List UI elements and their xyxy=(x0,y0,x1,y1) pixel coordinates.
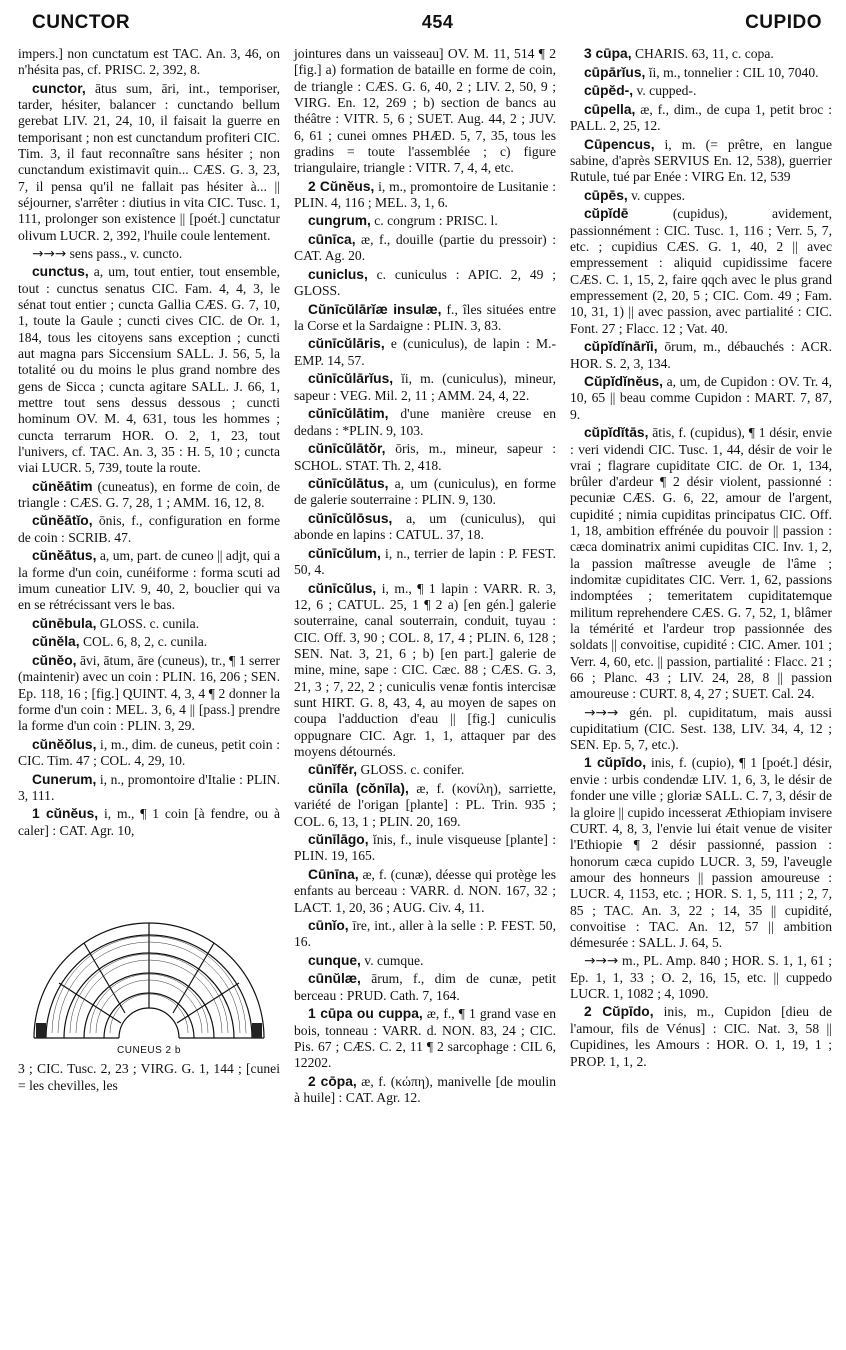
dictionary-entry xyxy=(570,705,832,754)
dictionary-entry xyxy=(294,336,556,369)
entry-headword: cŭnīcŭlōsus, xyxy=(308,510,393,526)
dictionary-entry xyxy=(294,1074,556,1107)
dictionary-entry xyxy=(570,137,832,186)
entry-text: a, um, de Cupidon : OV. Tr. 4, 10, 65 || beau comme Cupidon : MART. 7, 87, 9. xyxy=(570,373,832,422)
entry-text: i, m. (= prêtre, en langue sabine, d'après SERVIUS En. 12, 538), guerrier Rutule, tué par Enée : VIRG En. 12, 539 xyxy=(570,136,832,185)
entry-text: ōrum, m., débauchés : ACR. HOR. S. 2, 3, 134. xyxy=(570,338,832,371)
entry-headword: cŭnīlāgo, xyxy=(308,831,369,847)
dictionary-entry xyxy=(18,806,280,839)
dictionary-entry xyxy=(570,425,832,703)
entry-text: impers.] non cunctatum est TAC. An. 3, 46, on n'hésita pas, cf. PRISC. 2, 392, 8. xyxy=(18,46,280,78)
entry-headword: 1 cūpa ou cuppa, xyxy=(308,1006,423,1022)
entry-headword: cŭnīcŭlātus, xyxy=(308,475,389,491)
dictionary-entry xyxy=(294,546,556,579)
entry-text: ĭi, m. (cuniculus), mineur, sapeur : VEG. Mil. 2, 11 ; AMM. 24, 4, 22. xyxy=(294,371,556,403)
dictionary-entry xyxy=(294,581,556,761)
entry-headword: cŭpĭdē xyxy=(584,206,629,222)
entry-text: m., PL. Amp. 840 ; HOR. S. 1, 1, 61 ; Ep. 1, 1, 33 ; O. 2, 16, 15, etc. || cuppedo LUCR. 1, 1082 ; 4, 1090. xyxy=(570,953,832,1002)
entry-headword: cŭnīcŭlārĭus, xyxy=(308,371,394,387)
dictionary-entry xyxy=(18,1061,280,1094)
column-right xyxy=(570,46,832,1109)
entry-headword: cŭnĕla, xyxy=(32,634,80,650)
dictionary-entry xyxy=(294,781,556,830)
entry-text: i, m., ¶ 1 coin [à fendre, ou à caler] : CAT. Agr. 10, xyxy=(18,806,280,838)
entry-headword: Cūnīna, xyxy=(308,866,359,882)
entry-text: sens pass., v. cuncto. xyxy=(66,245,183,261)
entry-text: æ, f., douille (partie du pressoir) : CAT. Ag. 20. xyxy=(294,231,556,264)
dictionary-entry xyxy=(294,441,556,474)
entry-text: ĭi, m., tonnelier : CIL 10, 7040. xyxy=(645,64,819,80)
entry-headword: cunctor, xyxy=(32,80,86,96)
dictionary-entry xyxy=(18,246,280,262)
entry-text: GLOSS. c. cunila. xyxy=(96,615,200,631)
dictionary-entry xyxy=(18,479,280,512)
header-right-word: CUPIDO xyxy=(745,12,822,33)
entry-headword: cŭnĕo, xyxy=(32,652,77,668)
dictionary-entry xyxy=(294,179,556,212)
entry-headword: cūpārĭus, xyxy=(584,64,646,80)
dictionary-entry xyxy=(294,511,556,544)
entry-text: v. cuppes. xyxy=(627,187,685,203)
entry-text: a, um (cuniculus), qui abonde en lapins : CATUL. 37, 18. xyxy=(294,510,556,543)
entry-headword: cunque, xyxy=(308,952,361,968)
dictionary-entry xyxy=(294,1006,556,1071)
dictionary-entry xyxy=(294,971,556,1004)
entry-headword: cūpēs, xyxy=(584,187,628,203)
entry-text: inis, m., Cupidon [dieu de l'amour, fils de Vénus] : CIC. Nat. 3, 58 || Cupidines, les Amours : HOR. O. 1, 19, 1 ; PROP. 1, 1, 2. xyxy=(570,1004,832,1069)
dictionary-entry xyxy=(18,81,280,244)
entry-headword: cūnĭfĕr, xyxy=(308,762,358,778)
entry-text: āvi, ātum, āre (cuneus), tr., ¶ 1 serrer (maintenir) avec un coin : PLIN. 16, 206 ; SEN. Ep. 118, 16 ; [fig.] QUINT. 4, 3, 4 ¶ 2 donner la forme d'un coin : MEL. 3, 6, 4 || [pass.] prendre la forme d'un coin : PLIN. 3, 29. xyxy=(18,652,280,734)
entry-headword: Cūpencus, xyxy=(584,136,655,152)
dictionary-entry xyxy=(294,476,556,509)
dictionary-entry xyxy=(18,634,280,651)
dictionary-entry xyxy=(18,737,280,770)
entry-headword: cūnīca, xyxy=(308,231,356,247)
entry-headword: cuniclus, xyxy=(308,266,368,282)
entry-headword: Cŭnīcŭlārĭæ insulæ, xyxy=(308,301,442,317)
dictionary-entry xyxy=(294,867,556,916)
entry-text: a, um (cuniculus), en forme de galerie souterraine : PLIN. 9, 130. xyxy=(294,475,556,508)
dictionary-entry xyxy=(570,339,832,372)
entry-text: æ, f. (κώπη), manivelle [de moulin à huile] : CAT. Agr. 12. xyxy=(294,1073,556,1106)
dictionary-entry xyxy=(570,188,832,205)
entry-headword: cŭnīcŭlāris, xyxy=(308,336,385,352)
entry-headword: cūpella, xyxy=(584,101,636,117)
entry-headword: Cunerum, xyxy=(32,771,97,787)
entry-text: COL. 6, 8, 2, c. cunila. xyxy=(79,634,208,650)
dictionary-entry xyxy=(570,206,832,337)
entry-text: GLOSS. c. conifer. xyxy=(357,762,465,778)
entry-headword: cŭnĕātim xyxy=(32,478,93,494)
theatre-cuneus-figure xyxy=(18,843,280,1057)
entry-headword: cŭnīcŭlus, xyxy=(308,580,377,596)
dictionary-entry xyxy=(570,755,832,951)
entry-headword: cūnĭo, xyxy=(308,917,349,933)
entry-text: v. cumque. xyxy=(360,952,424,968)
entry-text: d'une manière creuse en dedans : *PLIN. 9, 103. xyxy=(294,406,556,438)
entry-text: e (cuniculus), de lapin : M.-EMP. 14, 57. xyxy=(294,336,556,369)
dictionary-entry xyxy=(570,65,832,82)
dictionary-entry xyxy=(294,918,556,951)
entry-headword: 3 cūpa, xyxy=(584,46,632,61)
entry-headword: cŭnĕŏlus, xyxy=(32,736,97,752)
dictionary-entry xyxy=(18,513,280,546)
dictionary-entry xyxy=(294,953,556,970)
entry-headword: cŭpĭdĭnārĭi, xyxy=(584,338,658,354)
entry-headword: 1 cŭnĕus, xyxy=(32,806,99,822)
entry-text: i, m., promontoire de Lusitanie : PLIN. 4, 116 ; MEL. 3, 1, 6. xyxy=(294,178,556,211)
entry-text: æ, f. (cunæ), déesse qui protège les enfants au berceau : VARR. d. NON. 167, 32 ; LACT. 1, 20, 36 ; AUG. Civ. 4, 11. xyxy=(294,866,556,915)
dictionary-entry xyxy=(18,548,280,613)
column-middle xyxy=(294,46,556,1109)
entry-headword: 2 Cŭnĕus, xyxy=(308,178,375,194)
entry-text: 3 ; CIC. Tusc. 2, 23 ; VIRG. G. 1, 144 ; [cunei = les chevilles, les xyxy=(18,1061,280,1093)
figure-caption: CUNEUS 2 b xyxy=(117,1045,181,1057)
entry-text: æ, f. (κονίλη), sarriette, variété de l'origan [plante] : PL. Trin. 935 ; COL. 6, 13, 1 ; PLIN. 20, 169. xyxy=(294,780,557,829)
header-left-word: CUNCTOR xyxy=(32,12,131,33)
entry-headword: cŭnīcŭlātim, xyxy=(308,406,389,422)
entry-text: æ, f., ¶ 1 grand vase en bois, tonneau : VARR. d. NON. 83, 24 ; CIC. Pis. 67 ; CÆS. C. 2, 11 ¶ 2 sarcophage : CIL 6, 12202. xyxy=(294,1006,556,1071)
running-header xyxy=(18,12,832,46)
entry-text: c. cuniculus : APIC. 2, 49 ; GLOSS. xyxy=(294,266,556,299)
dictionary-entry xyxy=(18,264,280,476)
page-number: 454 xyxy=(421,12,454,32)
entry-text: c. congrum : PRISC. l. xyxy=(370,213,498,229)
dictionary-entry xyxy=(570,46,832,63)
entry-headword: cŭnīcŭlātŏr, xyxy=(308,441,386,457)
entry-headword: cūnŭlæ, xyxy=(308,971,361,987)
entry-text: (cupidus), avidement, passionnément : CIC. Tusc. 1, 116 ; Verr. 5, 7, etc. ; cupidius CÆS. G. 1, 40, 2 || avec empressement : aliquid cupidissime facere CÆS. C. 1, 15, 2, faire qqch avec le plus grand empressement (2, 20, 5 ; CIC. Com. 49 ; Fam. 10, 31, 1) || avec passion, avec partialité : CIC. Font. 27 ; Flacc. 12 ; Vat. 40. xyxy=(570,206,832,336)
dictionary-entry xyxy=(294,232,556,265)
entry-text: a, um, part. de cuneo || adjt, qui a la forme d'un coin, cunéiforme : forma scuti ad imum cuneatior LIV. 9, 40, 2, bouclier qui va en se rétrécissant vers le bas. xyxy=(18,548,280,613)
dictionary-entry xyxy=(294,213,556,230)
dictionary-entry xyxy=(570,1004,832,1069)
entry-headword: cunctus, xyxy=(32,264,89,280)
entry-headword: Cŭpĭdĭnĕus, xyxy=(584,373,663,389)
entry-text: ārum, f., dim de cunæ, petit berceau : PRUD. Cath. 7, 164. xyxy=(294,971,556,1003)
dictionary-entry xyxy=(18,772,280,805)
entry-headword: 2 cōpa, xyxy=(308,1073,357,1089)
entry-headword: cŭnīcŭlum, xyxy=(308,545,381,561)
dictionary-entry xyxy=(570,83,832,100)
dictionary-entry xyxy=(570,374,832,423)
entry-text: ĭnis, f., inule visqueuse [plante] : PLIN. 19, 165. xyxy=(294,831,556,864)
entry-headword: cŭnĕātus, xyxy=(32,548,97,564)
dictionary-entry xyxy=(294,832,556,865)
entry-headword: cŭnīla (cŏnīla), xyxy=(308,780,409,796)
entry-headword: cūpĕd-, xyxy=(584,83,634,99)
dictionary-entry xyxy=(294,406,556,439)
note-arrow-icon: →→→ xyxy=(32,245,67,262)
dictionary-entry xyxy=(570,953,832,1002)
entry-text: i, n., terrier de lapin : P. FEST. 50, 4. xyxy=(294,545,556,578)
note-arrow-icon: →→→ xyxy=(584,704,619,721)
entry-text: f., îles situées entre la Corse et la Sardaigne : PLIN. 3, 83. xyxy=(294,301,556,334)
entry-text: jointures dans un vaisseau] OV. M. 11, 514 ¶ 2 [fig.] a) formation de bataille en forme de coin, de triangle : CÆS. G. 6, 40, 2 ; LIV. 2, 50, 9 ; VIRG. En. 12, 269 ; b) section de bancs au théâtre : VITR. 5, 6 ; SUET. Aug. 44, 2 ; JUV. 6, 61 ; cunei omnes PHÆD. 5, 7, 35, tous les gradins = toute l'assemblée ; c) figure triangulaire, triangle : VITR. 7, 4, 4, etc. xyxy=(294,46,556,176)
entry-text: (cuneatus), en forme de coin, de triangle : CÆS. G. 7, 28, 1 ; AMM. 16, 12, 8. xyxy=(18,478,280,511)
dictionary-entry xyxy=(294,762,556,779)
dictionary-entry xyxy=(294,302,556,335)
entry-text: īre, int., aller à la selle : P. FEST. 50, 16. xyxy=(294,917,556,950)
entry-text: i, m., dim. de cuneus, petit coin : CIC. Tim. 47 ; COL. 4, 29, 10. xyxy=(18,736,280,769)
entry-headword: cŭpĭdĭtās, xyxy=(584,424,649,440)
note-arrow-icon: →→→ xyxy=(584,953,619,970)
entry-headword: cŭnĕātĭo, xyxy=(32,513,93,529)
entry-text: inis, f. (cupio), ¶ 1 [poét.] désir, envie : urbis condendæ LIV. 1, 6, 3, le désir de fonder une ville ; gloriæ SALL. C. 7, 3, désir de la gloire || cupido incesserat Æthiopiam invisere CURT. 4, 8, 3, l'envie lui était venue de visiter l'Ethiopie ¶ 2 désir passionné, passion : honorum cæca cupido LUCR. 3, 59, l'aveugle amour des honneurs || passion amoureuse : LUCR. 4, 1153, etc. ; HOR. S. 1, 5, 111 ; 2, 7, 85 ; TAC. An. 3, 22 ; 14, 35 || cupidité, convoitise : TAC. An. 12, 57 || ambition démesurée : SALL. J. 64, 5. xyxy=(570,755,833,951)
dictionary-entry xyxy=(18,46,280,79)
column-left xyxy=(18,46,280,1109)
entry-text: i, n., promontoire d'Italie : PLIN. 3, 111. xyxy=(18,771,280,804)
entry-text: æ, f., dim., de cupa 1, petit broc : PALL. 2, 25, 12. xyxy=(570,101,832,134)
entry-text: ōnis, f., configuration en forme de coin : SCRIB. 47. xyxy=(18,513,280,545)
dictionary-entry xyxy=(294,267,556,300)
entry-text: gén. pl. cupiditatum, mais aussi cupiditatium (CIC. Sest. 138, LIV. 34, 4, 12 ; SEN. Ep. 5, 7, etc.). xyxy=(570,704,832,753)
dictionary-entry xyxy=(294,371,556,404)
entry-headword: 2 Cŭpīdo, xyxy=(584,1004,654,1020)
entry-text: v. cupped-. xyxy=(633,83,697,99)
entry-text: a, um, tout entier, tout ensemble, tout : cunctus senatus CIC. Fam. 4, 4, 3, le sénat tout entier ; cuncta Gallia CÆS. G. 7, 10, 1, toute la Gaule ; cuncti cives CIC. de Or. 1, 184, tous les citoyens sans exception ; cuncti aut magna pars Siccensium SALL. J. 56, 5, la totalité ou du moins le plus grand nombre des gens de Sicca ; cuncta agitare SALL. J. 66, 1, mettre tout sens dessus dessous ; cuncti hominum OV. M. 4, 631, tous les hommes ; cuncta terrarum HOR. O. 2, 1, 23, tout l'univers, cf. TAC. An. 3, 35 : H. 5, 10 ; cuncta viai LUCR. 5, 739, toute la route. xyxy=(18,264,280,476)
entry-headword: cŭnēbula, xyxy=(32,615,97,631)
entry-text: ōris, m., mineur, sapeur : SCHOL. STAT. Th. 2, 418. xyxy=(294,441,556,473)
entry-headword: 1 cŭpīdo, xyxy=(584,755,647,771)
dictionary-entry xyxy=(570,102,832,135)
entry-text: ātis, f. (cupidus), ¶ 1 désir, envie : veri videndi CIC. Tusc. 1, 44, désir de voir le vrai ; flagrare cupiditate CIC. de Or. 1, 134, brûler d'ardeur ¶ 2 désir violent, passionné : pecuniæ CÆS. G. 6, 22, amour de l'argent, cupidité ; nimia cupiditas principatus CIC. Off. 1, 18, ambition effrénée du pouvoir || passion : cæca dominatrix animi cupiditas CIC. Inv. 1, 2, la passion maîtresse aveugle de l'âme ; indomitæ cupiditates CIC. Verr. 1, 62, passions indomptées ; temeritatem cupiditatemque militum reprehendere CÆS. G. 7, 52, 1, blâmer la témérité et l'ardeur trop passionnée des soldats || convoitise, cupidité : CIC. Amer. 101 ; Verr. 4, 60, etc. || passion, partialité : Flacc. 21 ; 66 ; Planc. 43 ; LIV. 24, 28, 8 || passion amoureuse : CURT. 8, 4, 27 ; SUET. Cal. 24. xyxy=(570,424,832,702)
dictionary-entry xyxy=(294,46,556,177)
dictionary-entry xyxy=(18,653,280,735)
entry-text: CHARIS. 63, 11, c. copa. xyxy=(631,46,774,61)
entry-headword: cungrum, xyxy=(308,213,371,229)
columns xyxy=(18,46,832,1109)
entry-text: ātus sum, āri, int., temporiser, tarder, hésiter, balancer : cunctando bellum gerebat LIV. 21, 24, 10, il faisait la guerre en temporisant ; non est cunctandum profiteri CIC. Tim. 3, il faut reconnaître sans hésiter ; non cunctandum existimavit quin... CÆS. G. 3, 23, 7, il pensa qu'il ne fallait pas hésiter à... || séjourner, s'arrêter : diutius in vita CIC. Tusc. 1, 111, prolonger son existence || [poét.] cunctatur olivum LUCR. 2, 392, l'huile coule lentement. xyxy=(18,80,280,243)
dictionary-entry xyxy=(18,616,280,633)
entry-text: i, m., ¶ 1 lapin : VARR. R. 3, 12, 6 ; CATUL. 25, 1 ¶ 2 a) [en gén.] galerie souterraine, canal souterrain, conduit, tuyau : CIC. Off. 3, 90 ; COL. 8, 17, 4 ; PLIN. 6, 128 ; SEN. Nat. 3, 21, 6 ; b) [en part.] galerie de mine, mine, sape : CIC. Cæc. 88 ; CÆS. G. 3, 21, 3 ; 7, 22, 2 ; cuniculis venæ fontis intercisæ sunt HIRT. G. 8, 43, 4, au moyen de sapes on coupa l'adduction d'eau || [fig.] cuniculis oppugnare CIC. Agr. 1, 1, attaquer par des moyens détournés. xyxy=(294,580,556,759)
theatre-illustration xyxy=(24,843,274,1043)
